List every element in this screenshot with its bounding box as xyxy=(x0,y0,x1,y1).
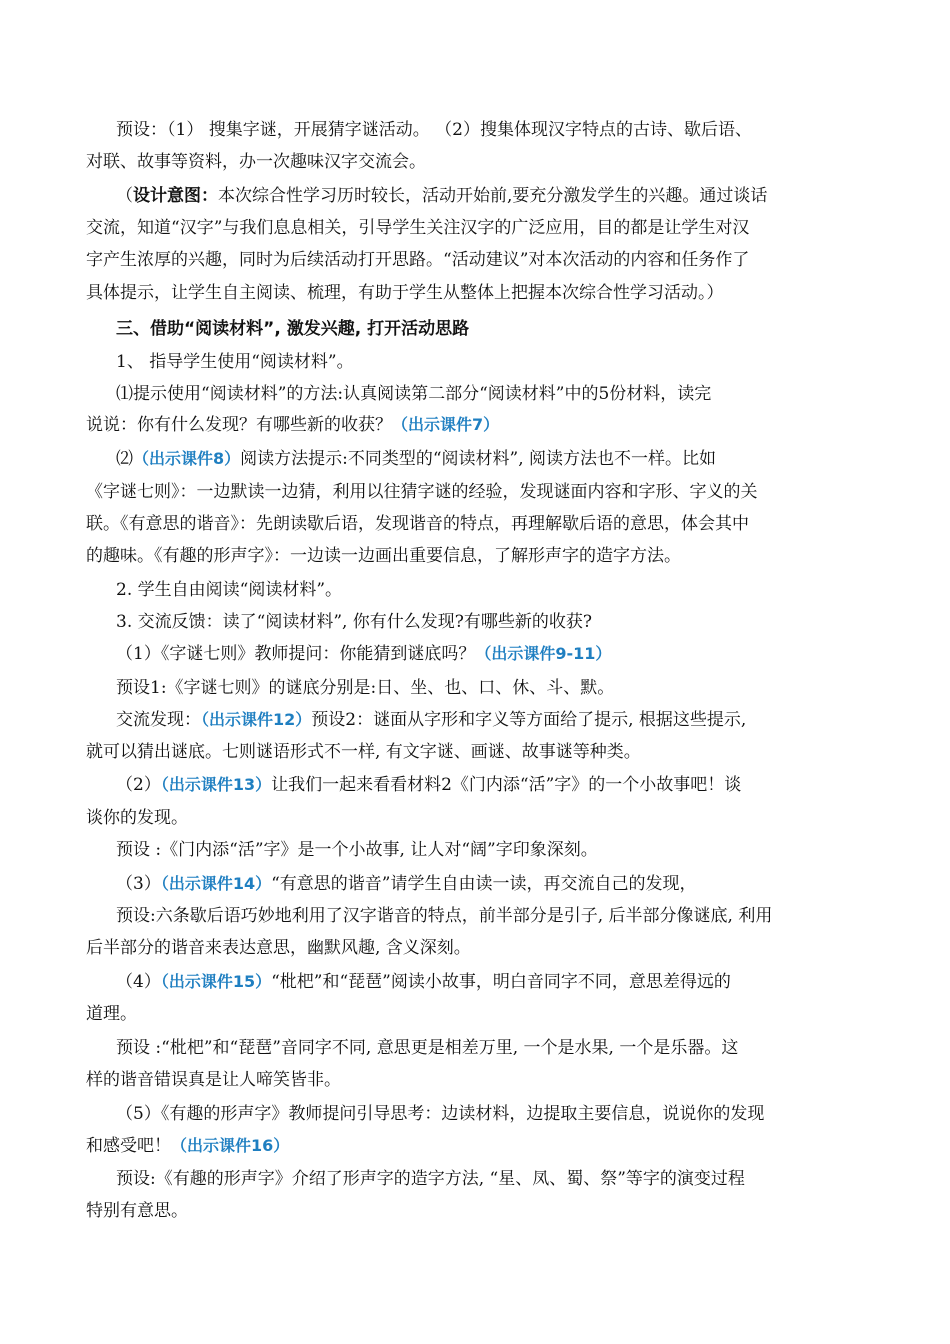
text: 说说：你有什么发现？有哪些新的收获？ xyxy=(86,415,392,435)
design-intent-line-3 xyxy=(86,248,950,272)
text: （1）《字谜七则》教师提问：你能猜到谜底吗？ xyxy=(116,644,476,664)
text: 后半部分的谐音来表达意思，幽默风趣, 含义深刻。 xyxy=(86,938,471,958)
q1-line xyxy=(116,642,950,666)
text: 谈你的发现。 xyxy=(86,808,188,828)
q3-preset-line-2 xyxy=(86,936,950,960)
text: （3） xyxy=(116,874,161,894)
q2-line-1 xyxy=(116,773,950,797)
text: “有意思的谐音”请学生自由读一读，再交流自己的发现， xyxy=(271,874,697,894)
text: 特别有意思。 xyxy=(86,1201,188,1221)
text: 《字谜七则》：一边默读一边猜，利用以往猜字谜的经验，发现谜面内容和字形、字义的关 xyxy=(86,482,758,502)
text: 的趣味。《有趣的形声字》：一边读一边画出重要信息，了解形声字的造字方法。 xyxy=(86,546,681,566)
text: 字产生浓厚的兴趣，同时为后续活动打开思路。“活动建议”对本次活动的内容和任务作了 xyxy=(86,250,750,270)
text: 预设2：谜面从字形和字义等方面给了提示, 根据这些提示, xyxy=(311,710,747,730)
text: 交流发现： xyxy=(116,710,201,730)
text: 具体提示，让学生自主阅读、梳理，有助于学生从整体上把握本次综合性学习活动。） xyxy=(86,283,724,303)
courseware-tag: （出示课件8） xyxy=(133,449,241,468)
q5-line-2 xyxy=(86,1134,950,1158)
preset-line-1 xyxy=(116,118,950,142)
text: 联。《有意思的谐音》：先朗读歇后语，发现谐音的特点，再理解歇后语的意思，体会其中 xyxy=(86,514,749,534)
p1-line-1 xyxy=(116,382,950,406)
text: ⑵ xyxy=(116,449,133,469)
q1-find-line-2 xyxy=(86,740,950,764)
p2-line-3 xyxy=(86,512,950,536)
text: 阅读方法提示:不同类型的“阅读材料”, 阅读方法也不一样。比如 xyxy=(240,449,717,469)
q4-preset-line-2 xyxy=(86,1068,950,1092)
text: “枇杷”和“琵琶”阅读小故事，明白音同字不同，意思差得远的 xyxy=(271,972,731,992)
text: 交流，知道“汉字”与我们息息相关，引导学生关注汉字的广泛应用，目的都是让学生对汉 xyxy=(86,218,750,238)
design-intent-label: 设计意图： xyxy=(133,186,218,206)
q2-preset xyxy=(116,838,950,862)
text: 道理。 xyxy=(86,1004,137,1024)
q3-line-1 xyxy=(116,872,950,896)
step-1 xyxy=(116,350,950,374)
text: 让我们一起来看看材料2《门内添“活”字》的一个小故事吧！谈 xyxy=(271,775,742,795)
text: （2） xyxy=(116,775,161,795)
text: 预设 :《门内添“活”字》是一个小故事, 让人对“阔”字印象深刻。 xyxy=(116,840,598,860)
q2-line-2 xyxy=(86,806,950,830)
q5-preset-line-1 xyxy=(116,1167,950,1191)
text: 3. 交流反馈：读了“阅读材料”, 你有什么发现?有哪些新的收获? xyxy=(116,612,593,632)
q4-line-2 xyxy=(86,1002,950,1026)
p2-line-1 xyxy=(116,447,950,471)
q1-preset xyxy=(116,676,950,700)
p2-line-4 xyxy=(86,544,950,568)
q4-preset-line-1 xyxy=(116,1036,950,1060)
text: 预设：（1） 搜集字谜，开展猜字谜活动。 （2）搜集体现汉字特点的古诗、歇后语、 xyxy=(116,120,752,140)
text: 1、 指导学生使用“阅读材料”。 xyxy=(116,352,354,372)
q1-find-line-1 xyxy=(116,708,950,732)
courseware-tag: （出示课件7） xyxy=(392,415,500,434)
section-title xyxy=(116,317,950,341)
text: 和感受吧！ xyxy=(86,1136,171,1156)
p2-line-2 xyxy=(86,480,950,504)
text: 本次综合性学习历时较长，活动开始前,要充分激发学生的兴趣。通过谈话 xyxy=(218,186,768,206)
q5-preset-line-2 xyxy=(86,1199,950,1223)
paren: （ xyxy=(116,186,133,206)
courseware-tag: （出示课件16） xyxy=(171,1136,290,1155)
preset-line-2 xyxy=(86,150,950,174)
q5-line-1 xyxy=(116,1102,950,1126)
design-intent-line-1 xyxy=(116,184,950,208)
text: 预设:六条歇后语巧妙地利用了汉字谐音的特点，前半部分是引子, 后半部分像谜底, 利用 xyxy=(116,906,773,926)
text: 预设 :“枇杷”和“琵琶”音同字不同, 意思更是相差万里, 一个是水果, 一个是乐器。这 xyxy=(116,1038,739,1058)
text: 预设:《有趣的形声字》介绍了形声字的造字方法, “星、凤、蜀、祭”等字的演变过程 xyxy=(116,1169,745,1189)
text: 对联、故事等资料，办一次趣味汉字交流会。 xyxy=(86,152,426,172)
step-2 xyxy=(116,578,950,602)
courseware-tag: （出示课件9-11） xyxy=(475,644,612,663)
text: 三、借助“阅读材料”, 激发兴趣, 打开活动思路 xyxy=(116,319,470,339)
text: 样的谐音错误真是让人啼笑皆非。 xyxy=(86,1070,341,1090)
courseware-tag: （出示课件15） xyxy=(160,972,272,991)
text: 预设1:《字谜七则》的谜底分别是:日、坐、也、口、休、斗、默。 xyxy=(116,678,615,698)
q4-line-1 xyxy=(116,970,950,994)
q3-preset-line-1 xyxy=(116,904,950,928)
courseware-tag: （出示课件13） xyxy=(160,775,272,794)
text: 就可以猜出谜底。七则谜语形式不一样, 有文字谜、画谜、故事谜等种类。 xyxy=(86,742,641,762)
step-3 xyxy=(116,610,950,634)
text: ⑴提示使用“阅读材料”的方法:认真阅读第二部分“阅读材料”中的5份材料，读完 xyxy=(116,384,712,404)
p1-line-2 xyxy=(86,413,950,437)
text: （4） xyxy=(116,972,161,992)
design-intent-line-4 xyxy=(86,281,950,305)
courseware-tag: （出示课件12） xyxy=(201,710,312,729)
text: 2. 学生自由阅读“阅读材料”。 xyxy=(116,580,343,600)
design-intent-line-2 xyxy=(86,216,950,240)
courseware-tag: （出示课件14） xyxy=(160,874,272,893)
text: （5）《有趣的形声字》教师提问引导思考：边读材料，边提取主要信息，说说你的发现 xyxy=(116,1104,765,1124)
